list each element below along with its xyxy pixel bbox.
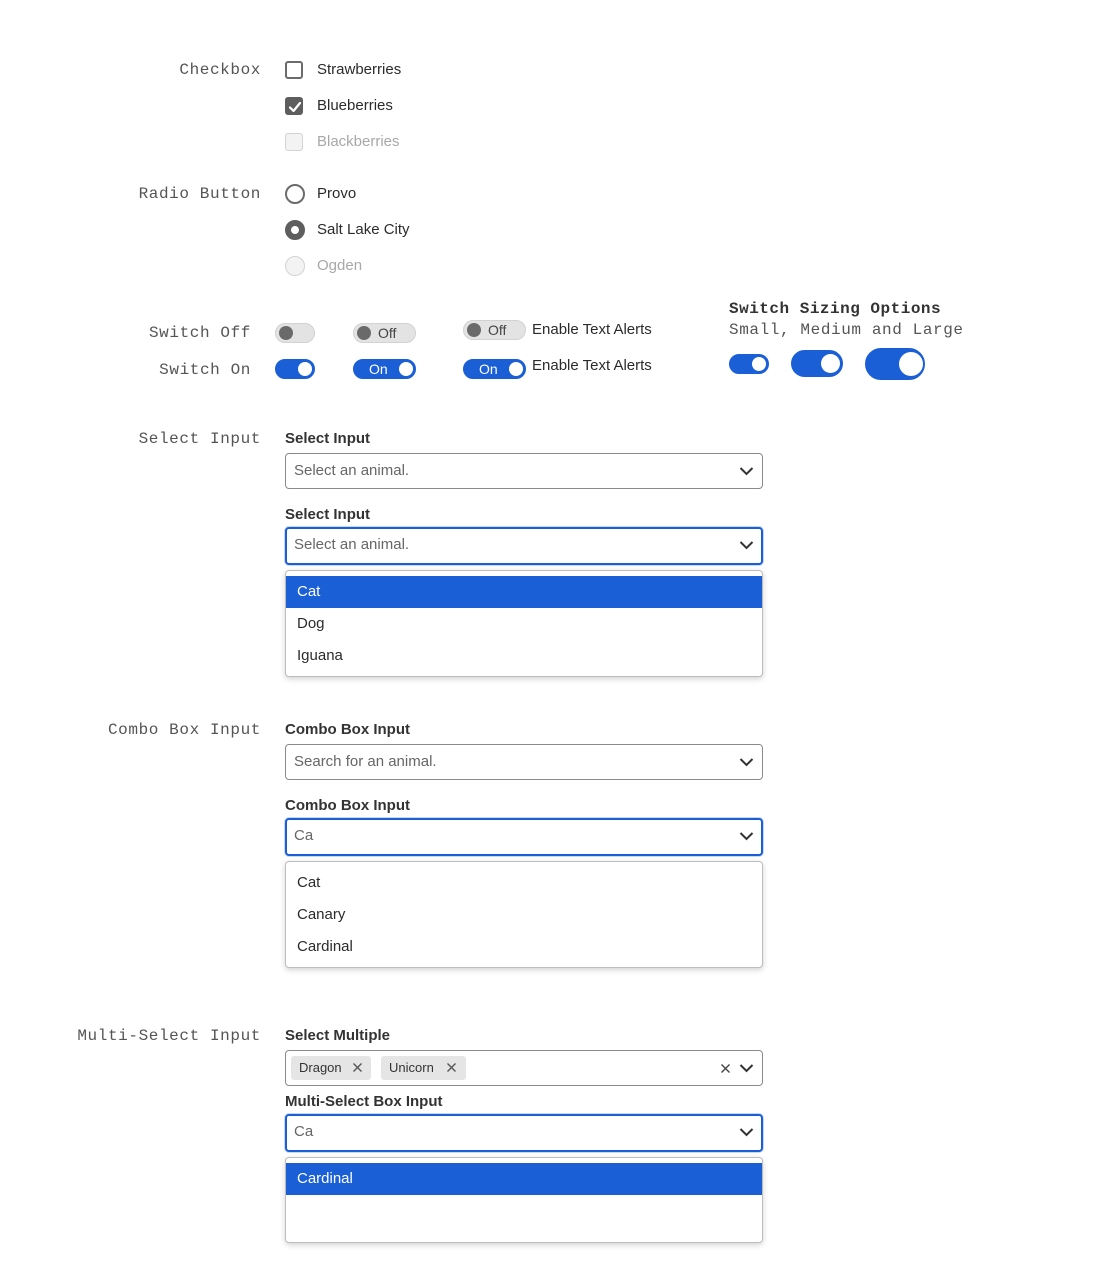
switch-on-plain[interactable] [275, 359, 315, 379]
combo-input[interactable] [285, 744, 763, 780]
combo-placeholder: Search for an animal. [294, 753, 437, 770]
switch-knob [357, 326, 371, 340]
multi-select-option-cardinal[interactable]: Cardinal [286, 1163, 762, 1195]
checkmark-icon [288, 100, 302, 114]
combo-section-label: Combo Box Input [107, 721, 261, 739]
remove-chip-icon[interactable] [352, 1062, 363, 1073]
multi-select-box-input[interactable] [285, 1114, 763, 1152]
switch-off-alerts[interactable] [463, 320, 526, 340]
select-dropdown-list [285, 570, 763, 677]
chevron-down-icon[interactable] [739, 1125, 754, 1139]
select-option-cat[interactable]: Cat [286, 576, 762, 608]
switch-knob [467, 323, 481, 337]
blueberries-checkbox[interactable] [285, 97, 303, 115]
multi-select-section-label: Multi-Select Input [77, 1027, 261, 1045]
salt-lake-city-label: Salt Lake City [317, 221, 410, 238]
switch-on-with-text[interactable] [353, 359, 416, 379]
switch-on-label: Switch On [159, 361, 251, 379]
checkbox-section-label: Checkbox [179, 61, 261, 79]
enable-text-alerts-label: Enable Text Alerts [532, 357, 652, 374]
blackberries-checkbox [285, 133, 303, 151]
switch-on-text: On [369, 361, 388, 377]
select-option-iguana[interactable]: Iguana [297, 647, 343, 664]
chevron-down-icon[interactable] [739, 464, 754, 478]
switch-sizing-title: Switch Sizing Options [729, 300, 942, 318]
multi-select-field-label: Select Multiple [285, 1027, 391, 1044]
switch-knob [899, 352, 923, 376]
switch-on-text: On [479, 361, 498, 377]
chip-unicorn-label: Unicorn [389, 1060, 434, 1075]
blueberries-label: Blueberries [317, 97, 393, 114]
select-placeholder: Select an animal. [294, 462, 410, 479]
chevron-down-icon[interactable] [739, 755, 754, 769]
switch-off-text: Off [488, 322, 507, 338]
multi-select-typed-value: Ca [294, 1123, 314, 1140]
select-field-label: Select Input [285, 430, 371, 447]
switch-sizing-subtitle: Small, Medium and Large [729, 321, 964, 339]
combo-field-label: Combo Box Input [285, 721, 410, 738]
radio-section-label: Radio Button [138, 185, 261, 203]
multi-select-dropdown-list [285, 1157, 763, 1243]
combo-typed-value: Ca [294, 827, 314, 844]
select-field-label-open: Select Input [285, 506, 371, 523]
switch-knob [752, 357, 766, 371]
ogden-radio [285, 256, 305, 276]
combo-field-label-open: Combo Box Input [285, 797, 410, 814]
switch-knob [298, 362, 312, 376]
remove-chip-icon[interactable] [446, 1062, 457, 1073]
combo-option-canary[interactable]: Canary [297, 906, 346, 923]
switch-knob [279, 326, 293, 340]
switch-off-label: Switch Off [148, 324, 251, 342]
multi-select-input[interactable] [285, 1050, 763, 1086]
combo-option-cardinal[interactable]: Cardinal [297, 938, 353, 955]
switch-large[interactable] [865, 348, 925, 380]
combo-input-open[interactable] [285, 818, 763, 856]
switch-knob [399, 362, 413, 376]
select-input[interactable] [285, 453, 763, 489]
switch-small[interactable] [729, 354, 769, 374]
switch-off-text: Off [378, 325, 397, 341]
switch-medium[interactable] [791, 350, 843, 377]
chip-dragon [291, 1056, 371, 1080]
provo-label: Provo [317, 185, 357, 202]
combo-option-cat[interactable]: Cat [297, 874, 321, 891]
select-option-dog[interactable]: Dog [297, 615, 325, 632]
switch-knob [821, 354, 840, 373]
switch-off-with-text[interactable] [353, 323, 416, 343]
chevron-down-icon[interactable] [739, 538, 754, 552]
chevron-down-icon[interactable] [739, 1061, 754, 1075]
salt-lake-city-radio[interactable] [285, 220, 305, 240]
chevron-down-icon[interactable] [739, 829, 754, 843]
ogden-label: Ogden [317, 257, 363, 274]
strawberries-checkbox[interactable] [285, 61, 303, 79]
enable-text-alerts-label: Enable Text Alerts [532, 321, 652, 338]
switch-on-alerts[interactable] [463, 359, 526, 379]
switch-knob [509, 362, 523, 376]
select-input-open[interactable] [285, 527, 763, 565]
switch-off-plain[interactable] [275, 323, 315, 343]
strawberries-label: Strawberries [317, 61, 402, 78]
chip-dragon-label: Dragon [299, 1060, 342, 1075]
provo-radio[interactable] [285, 184, 305, 204]
combo-dropdown-list [285, 861, 763, 968]
select-section-label: Select Input [138, 430, 261, 448]
multi-select-box-label: Multi-Select Box Input [285, 1093, 443, 1110]
clear-all-icon[interactable] [720, 1063, 731, 1074]
blackberries-label: Blackberries [317, 133, 400, 150]
select-placeholder: Select an animal. [294, 536, 410, 553]
chip-unicorn [381, 1056, 466, 1080]
